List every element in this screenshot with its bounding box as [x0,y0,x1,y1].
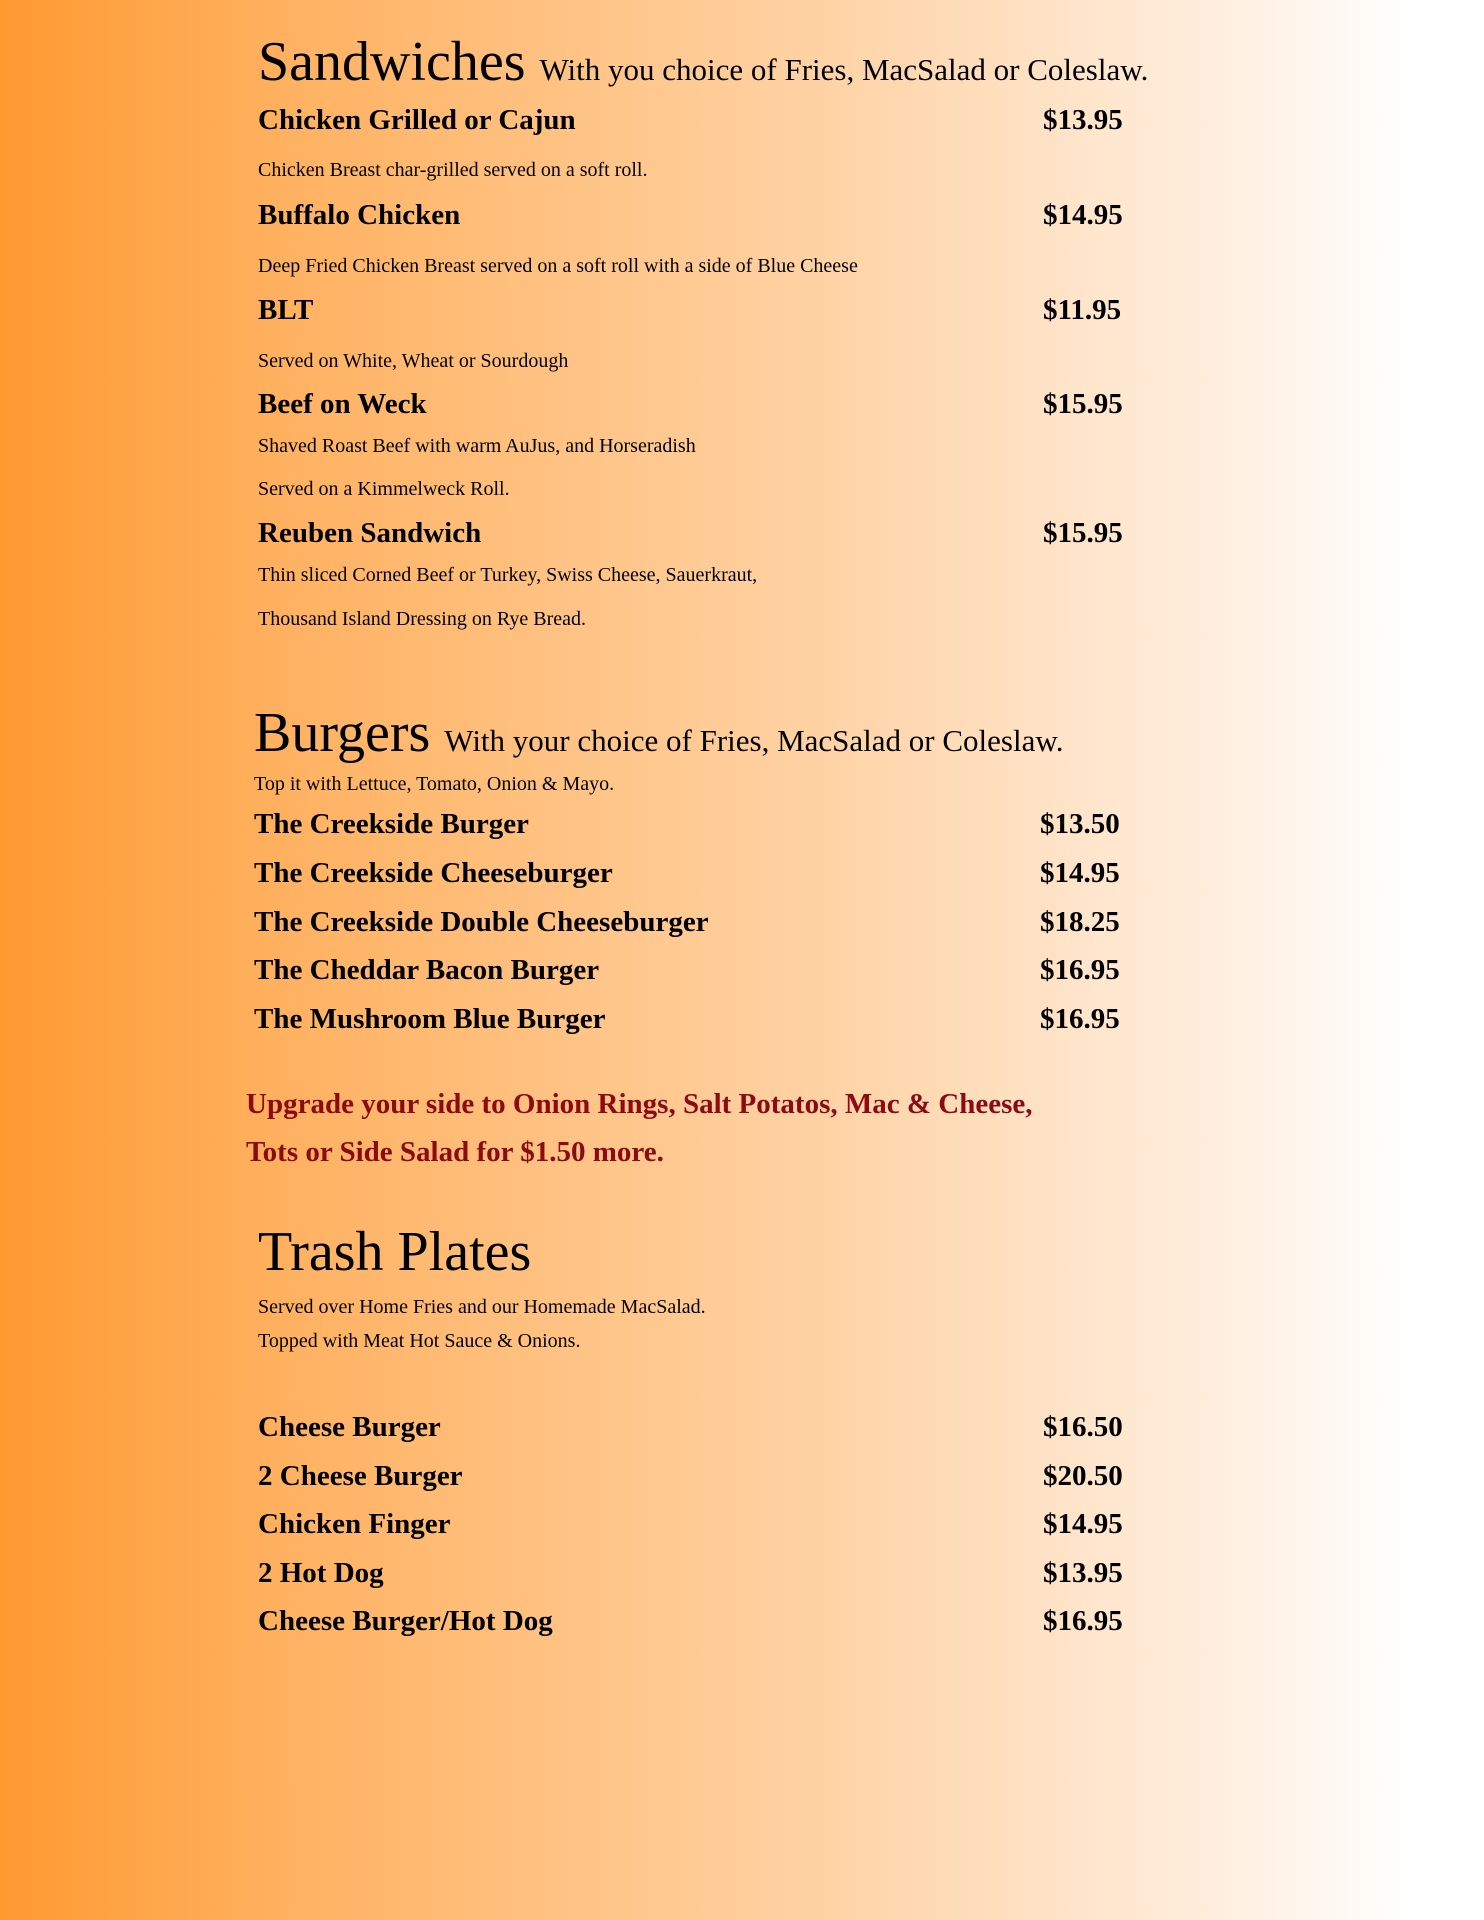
menu-item-name: The Cheddar Bacon Burger [254,954,600,986]
menu-item-price: $18.25 [1040,906,1120,938]
menu-item-price: $15.95 [1043,388,1123,420]
burgers-subtitle: With your choice of Fries, MacSalad or Coleslaw. [444,723,1064,758]
menu-item-description: Thin sliced Corned Beef or Turkey, Swiss Cheese, Sauerkraut, [258,564,758,586]
menu-item-price: $14.95 [1043,1508,1123,1540]
burgers-note: Top it with Lettuce, Tomato, Onion & Mayo. [254,773,615,795]
trash-plates-title: Trash Plates [258,1221,532,1283]
menu-item-name: The Mushroom Blue Burger [254,1003,606,1035]
menu-item-price: $16.95 [1043,1605,1123,1637]
sandwiches-subtitle: With you choice of Fries, MacSalad or Coleslaw. [539,52,1149,87]
menu-item-name: Reuben Sandwich [258,517,482,549]
menu-item-price: $20.50 [1043,1460,1123,1492]
trash-plates-description: Topped with Meat Hot Sauce & Onions. [258,1330,581,1352]
menu-item-name: The Creekside Burger [254,808,529,840]
menu-item-price: $16.50 [1043,1411,1123,1443]
sandwiches-title: Sandwiches [258,31,526,93]
menu-item-description: Thousand Island Dressing on Rye Bread. [258,608,587,630]
menu-item-name: Cheese Burger/Hot Dog [258,1605,553,1637]
menu-item-price: $16.95 [1040,1003,1120,1035]
menu-item-name: 2 Cheese Burger [258,1460,463,1492]
burgers-title: Burgers [254,702,431,764]
menu-item-price: $15.95 [1043,517,1123,549]
menu-item-description: Deep Fried Chicken Breast served on a soft roll with a side of Blue Cheese [258,255,858,277]
menu-item-price: $11.95 [1043,294,1122,326]
menu-item-price: $16.95 [1040,954,1120,986]
menu-item-name: BLT [258,294,314,326]
menu-item-name: The Creekside Double Cheeseburger [254,906,709,938]
upgrade-note-line-2: Tots or Side Salad for $1.50 more. [246,1136,664,1168]
menu-item-name: Chicken Grilled or Cajun [258,104,576,136]
menu-item-name: Cheese Burger [258,1411,441,1443]
trash-plates-description: Served over Home Fries and our Homemade MacSalad. [258,1296,706,1318]
menu-item-name: Beef on Weck [258,388,427,420]
menu-item-price: $13.50 [1040,808,1120,840]
burgers-header [254,702,1064,764]
menu-item-description: Shaved Roast Beef with warm AuJus, and Horseradish [258,435,696,457]
menu-item-name: The Creekside Cheeseburger [254,857,613,889]
menu-item-price: $14.95 [1040,857,1120,889]
menu-item-price: $13.95 [1043,104,1123,136]
sandwiches-header [258,31,1149,93]
menu-item-description: Chicken Breast char-grilled served on a soft roll. [258,159,648,181]
menu-item-description: Served on White, Wheat or Sourdough [258,350,569,372]
menu-item-description: Served on a Kimmelweck Roll. [258,478,510,500]
upgrade-note-line-1: Upgrade your side to Onion Rings, Salt Potatos, Mac & Cheese, [246,1088,1033,1120]
menu-item-price: $13.95 [1043,1557,1123,1589]
menu-item-price: $14.95 [1043,199,1123,231]
menu-item-name: 2 Hot Dog [258,1557,384,1589]
menu-item-name: Buffalo Chicken [258,199,461,231]
menu-item-name: Chicken Finger [258,1508,451,1540]
